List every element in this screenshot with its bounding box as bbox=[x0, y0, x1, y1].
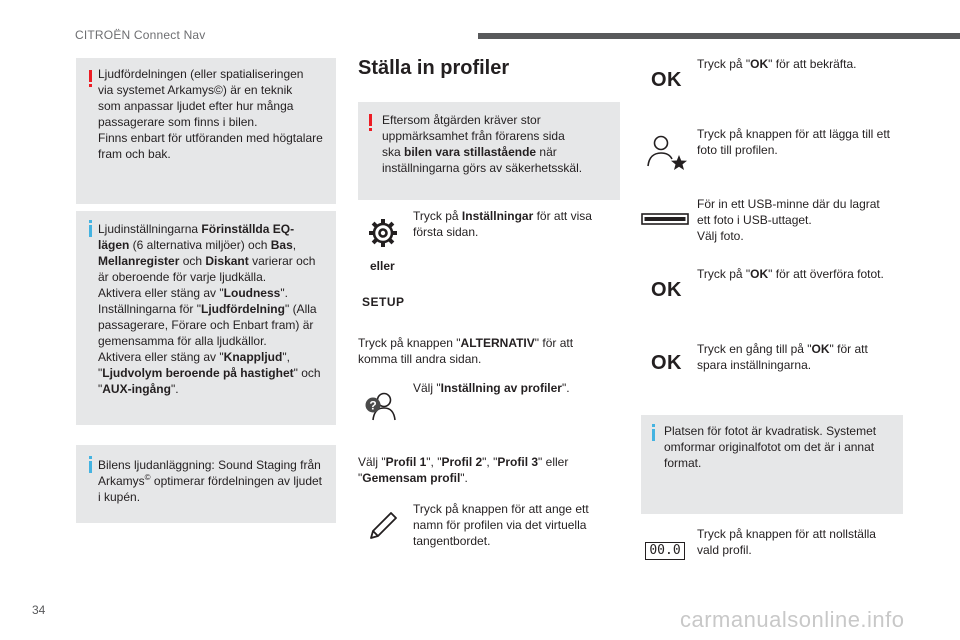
step-add-photo: Tryck på knappen för att lägga till ett foto till profilen. bbox=[697, 127, 890, 157]
step-alternativ: Tryck på knappen "ALTERNATIV" för att komma till andra sidan. bbox=[358, 336, 574, 366]
section-heading: Ställa in profiler bbox=[358, 57, 510, 79]
step-select-profile-settings: Välj "Inställning av profiler". bbox=[413, 381, 570, 395]
add-photo-icon bbox=[646, 134, 688, 170]
warning-box-sound-distribution bbox=[76, 58, 336, 204]
eller-label: eller bbox=[370, 259, 395, 273]
step-transfer-photo: Tryck på "OK" för att överföra fotot. bbox=[697, 267, 884, 281]
ok-button-icon: OK bbox=[651, 352, 682, 374]
pencil-icon bbox=[367, 508, 399, 542]
warning-mark bbox=[369, 114, 372, 126]
reset-display-icon: 00.0 bbox=[645, 542, 685, 560]
step-save-settings: Tryck en gång till på "OK" för att spara inställningarna. bbox=[697, 342, 868, 372]
profile-question-icon bbox=[364, 388, 398, 422]
warning-box-stationary bbox=[358, 102, 620, 200]
info-box-sound-staging bbox=[76, 445, 336, 523]
step-choose-profile: Välj "Profil 1", "Profil 2", "Profil 3" eller "Gemensam profil". bbox=[358, 455, 569, 485]
info-box-photo-format bbox=[641, 415, 903, 514]
step-settings: Tryck på Inställningar för att visa första sidan. bbox=[413, 209, 592, 239]
svg-text:?: ? bbox=[369, 398, 377, 413]
info-box-sound-settings bbox=[76, 211, 336, 425]
info-mark bbox=[89, 225, 92, 237]
note-text: Ljudinställningarna Förinställda EQ- lägen (6 alternativa miljöer) och Bas, Mellanregister och Diskant varierar och är oberoende för varje ljudkälla. Aktivera eller stäng av "Loudness". Inställningarna för "Ljudfördelning" (Alla passagerare, Förare och Enbart fram) är gemensamma för alla ljudkällor. Aktivera eller stäng av "Knappljud", "Ljudvolym beroende på hastighet" och "AUX-ingång". bbox=[98, 222, 321, 396]
running-header: CITROËN Connect Nav bbox=[75, 28, 206, 42]
info-mark bbox=[89, 461, 92, 473]
note-text: Platsen för fotot är kvadratisk. Systemet omformar originalfotot om det är i annat format. bbox=[664, 424, 877, 470]
step-enter-name: Tryck på knappen för att ange ett namn för profilen via det virtuella tangentbordet. bbox=[413, 502, 589, 548]
note-text: Eftersom åtgärden kräver stor uppmärksamhet från förarens sida ska bilen vara stillastående när inställningarna görs av säkerhetsskäl. bbox=[382, 113, 583, 175]
info-mark bbox=[652, 429, 655, 441]
step-insert-usb: För in ett USB-minne där du lagrat ett foto i USB-uttaget. Välj foto. bbox=[697, 197, 880, 243]
page-number: 34 bbox=[32, 603, 46, 617]
ok-button-icon: OK bbox=[651, 279, 682, 301]
warning-mark bbox=[89, 70, 92, 82]
note-text: Ljudfördelningen (eller spatialiseringen via systemet Arkamys©) är en teknik som anpassar ljudet efter hur många passagerare som finns i bilen. Finns enbart för utföranden med högtalare fram och bak. bbox=[98, 67, 323, 161]
step-confirm: Tryck på "OK" för att bekräfta. bbox=[697, 57, 857, 71]
note-text: Bilens ljudanläggning: Sound Staging från Arkamys© optimerar fördelningen av ljudet i kupén. bbox=[98, 458, 323, 504]
ok-button-icon: OK bbox=[651, 69, 682, 91]
header-bar bbox=[478, 33, 960, 39]
gear-icon bbox=[367, 217, 399, 249]
watermark: carmanualsonline.info bbox=[680, 607, 905, 632]
setup-button-label: SETUP bbox=[362, 295, 405, 309]
step-reset-profile: Tryck på knappen för att nollställa vald profil. bbox=[697, 527, 876, 557]
usb-slot-icon bbox=[641, 213, 689, 225]
